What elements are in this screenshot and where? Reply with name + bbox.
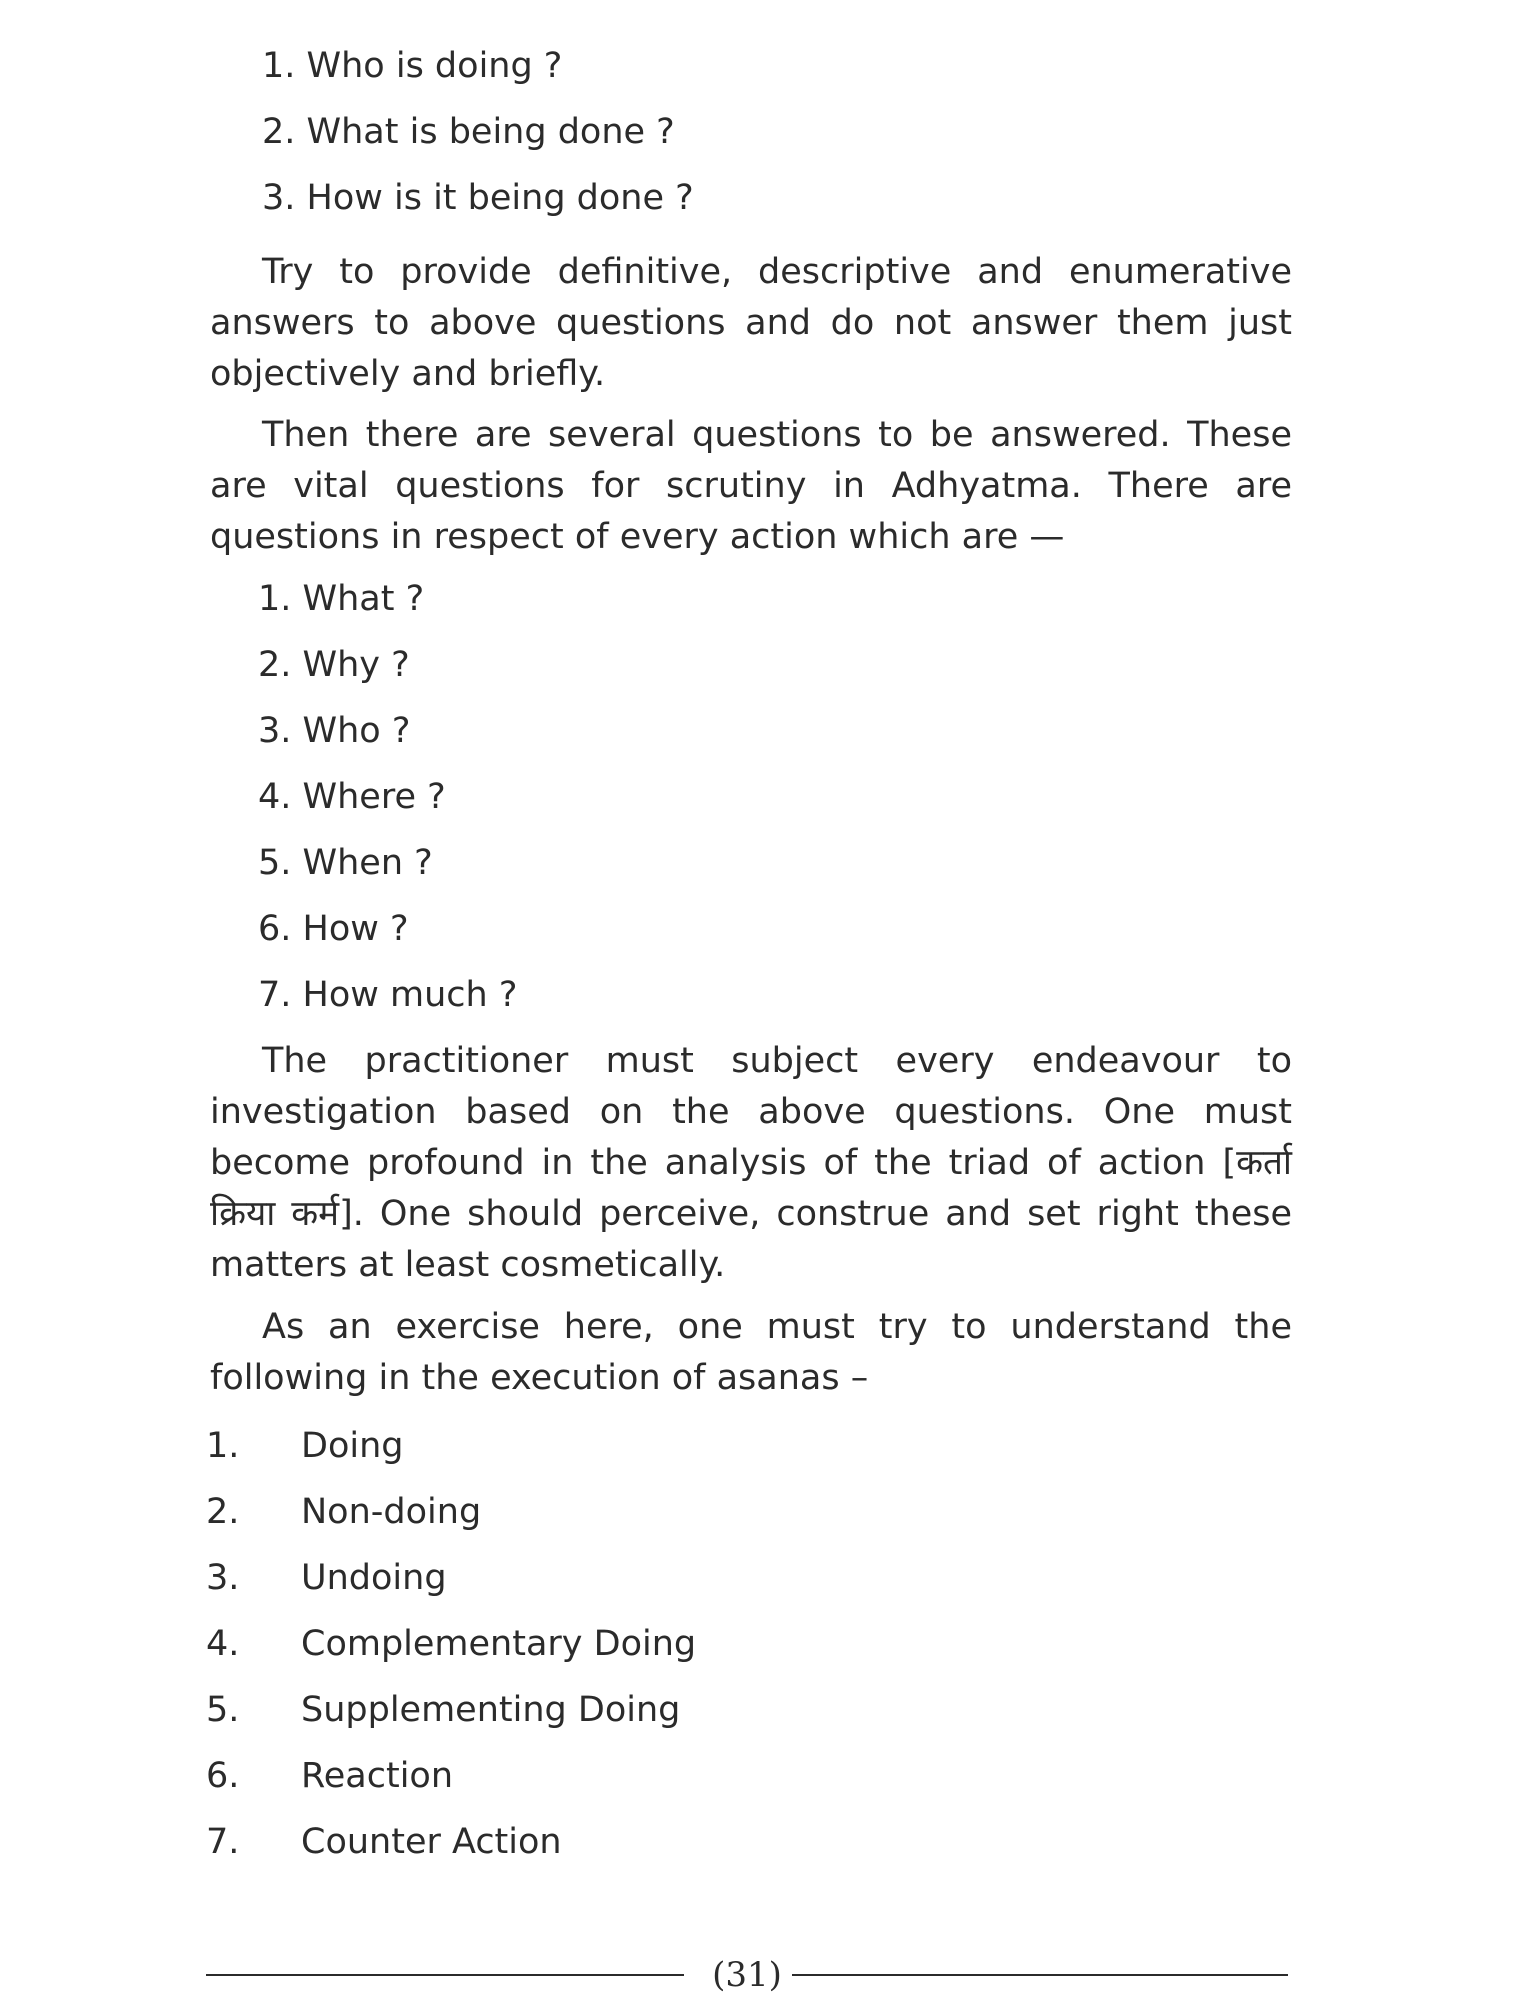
- list-item: [206, 1690, 680, 1730]
- list-item: [206, 1426, 404, 1466]
- list-number: 7.: [206, 1822, 240, 1862]
- list-text: Reaction: [301, 1756, 454, 1796]
- list-number: 2.: [206, 1492, 240, 1532]
- question-item: 7. How much ?: [258, 975, 518, 1015]
- paragraph: As an exercise here, one must try to understand the following in the execution of asanas –: [210, 1307, 1292, 1398]
- list-text: Complementary Doing: [301, 1624, 697, 1664]
- list-number: 1.: [206, 1426, 240, 1466]
- paragraph: The practitioner must subject every endeavour to investigation based on the above questions. One must become profound in the analysis of the triad of action [कर्ता क्रिया कर्म]. One should perceive, construe and set right these matters at least cosmetically.: [210, 1041, 1292, 1285]
- list-number: 5.: [206, 1690, 240, 1730]
- page-footer: [206, 1950, 1288, 2000]
- list-item: [206, 1624, 696, 1664]
- question-item: 3. How is it being done ?: [262, 178, 694, 218]
- list-item: [206, 1492, 481, 1532]
- question-item: 2. Why ?: [258, 645, 410, 685]
- question-item: 6. How ?: [258, 909, 409, 949]
- paragraph: Try to provide definitive, descriptive and enumerative answers to above questions and do not answer them just objectively and briefly.: [210, 252, 1292, 394]
- list-text: Undoing: [301, 1558, 447, 1598]
- list-number: 6.: [206, 1756, 240, 1796]
- question-item: 5. When ?: [258, 843, 433, 883]
- question-item: 4. Where ?: [258, 777, 446, 817]
- list-number: 4.: [206, 1624, 240, 1664]
- question-item: 3. Who ?: [258, 711, 411, 751]
- question-item: 1. Who is doing ?: [262, 46, 563, 86]
- list-item: [206, 1558, 447, 1598]
- list-item: [206, 1756, 453, 1796]
- footer-rule-right: [792, 1974, 1288, 1976]
- list-text: Counter Action: [301, 1822, 562, 1862]
- list-item: [206, 1822, 562, 1862]
- list-text: Non-doing: [301, 1492, 482, 1532]
- question-item: 1. What ?: [258, 579, 425, 619]
- paragraph: Then there are several questions to be answered. These are vital questions for scrutiny in Adhyatma. There are questions in respect of every action which are —: [210, 415, 1292, 557]
- question-item: 2. What is being done ?: [262, 112, 675, 152]
- list-text: Doing: [301, 1426, 404, 1466]
- page-number: (31): [712, 1955, 782, 1995]
- list-number: 3.: [206, 1558, 240, 1598]
- list-text: Supplementing Doing: [301, 1690, 681, 1730]
